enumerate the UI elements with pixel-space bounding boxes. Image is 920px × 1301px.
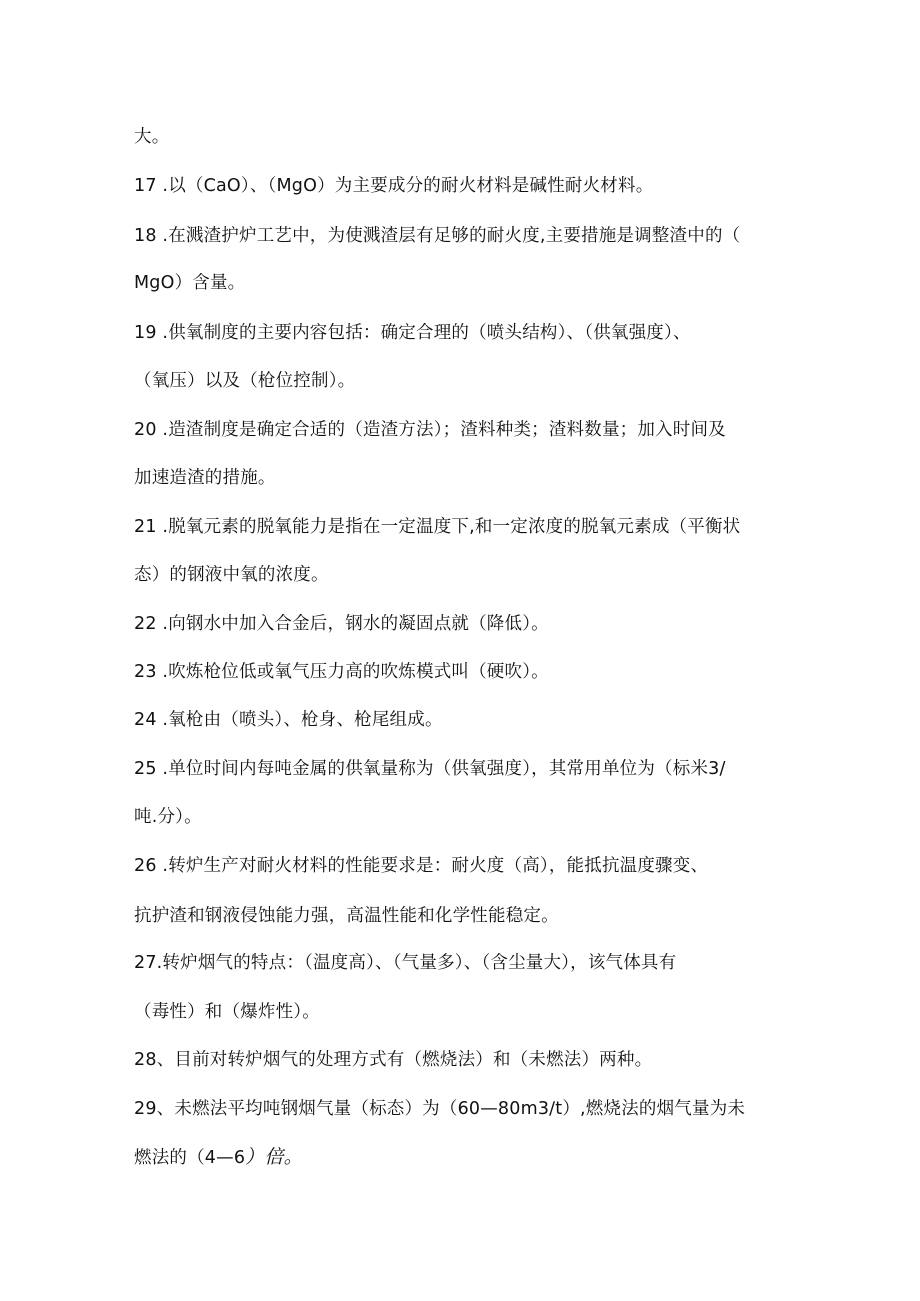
text-line-21: 29、未燃法平均吨钢烟气量（标态）为（60—80m3∕t）,燃烧法的烟气量为未 [134,1099,746,1119]
text-line-2: 17 .以（CaO）、（MgO）为主要成分的耐火材料是碱性耐火材料。 [134,176,654,196]
text-line-11: 22 .向钢水中加入合金后，钢水的凝固点就（降低）。 [134,614,549,634]
text-line-22-tail: ）倍。 [245,1146,303,1168]
text-line-5: 19 .供氧制度的主要内容包括：确定合理的（喷头结构）、（供氧强度）、 [134,323,691,343]
text-line-3: 18 .在溅渣护炉工艺中，为使溅渣层有足够的耐火度,主要措施是调整渣中的（ [134,226,741,246]
text-line-10: 态）的钢液中氧的浓度。 [134,565,329,585]
text-line-16: 26 .转炉生产对耐火材料的性能要求是：耐火度（高），能抵抗温度骤变、 [134,856,709,876]
text-line-8: 加速造渣的措施。 [134,468,276,488]
text-line-1: 大。 [134,127,170,147]
text-line-6: （氧压）以及（枪位控制）。 [134,371,356,391]
text-line-12: 23 .吹炼枪位低或氧气压力高的吹炼模式叫（硬吹）。 [134,662,549,682]
text-line-15: 吨.分）。 [134,807,202,827]
text-line-7: 20 .造渣制度是确定合适的（造渣方法）；渣料种类；渣料数量；加入时间及 [134,420,726,440]
text-line-13: 24 .氧枪由（喷头）、枪身、枪尾组成。 [134,710,443,730]
text-line-20: 28、目前对转炉烟气的处理方式有（燃烧法）和（未燃法）两种。 [134,1050,653,1070]
text-line-22 [134,1145,303,1170]
text-line-4: MgO）含量。 [134,273,246,293]
text-line-22-main: 燃法的（4—6 [134,1148,246,1168]
text-line-14: 25 .单位时间内每吨金属的供氧量称为（供氧强度），其常用单位为（标米3/ [134,759,726,779]
text-line-17: 抗护渣和钢液侵蚀能力强，高温性能和化学性能稳定。 [134,906,559,926]
text-line-9: 21 .脱氧元素的脱氧能力是指在一定温度下,和一定浓度的脱氧元素成（平衡状 [134,517,741,537]
text-line-19: （毒性）和（爆炸性）。 [134,1002,320,1022]
text-line-18: 27.转炉烟气的特点：（温度高）、（气量多）、（含尘量大），该气体具有 [134,953,677,973]
